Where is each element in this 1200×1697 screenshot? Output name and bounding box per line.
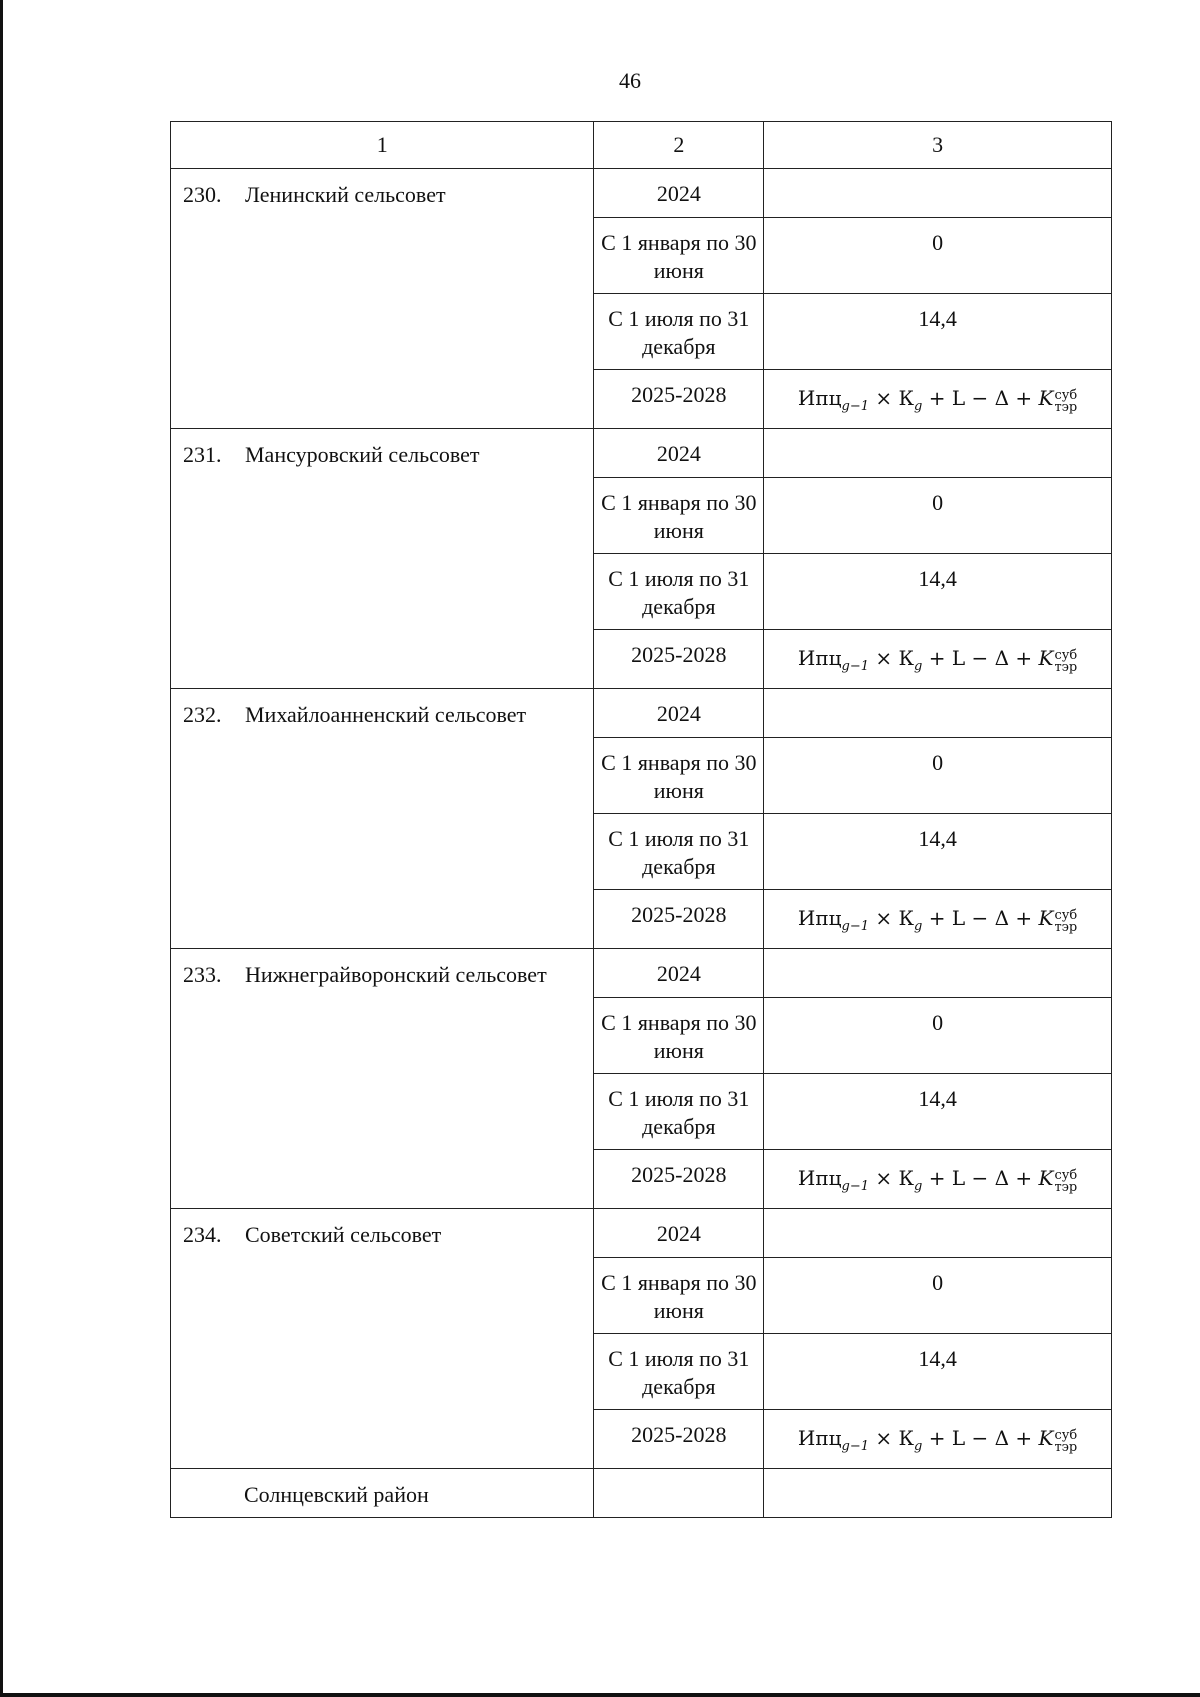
value-cell: 14,4 (764, 1334, 1112, 1410)
period-cell: С 1 января по 30 июня (594, 478, 764, 554)
formula-base: Ипц (797, 646, 842, 670)
settlement-number: 234. (183, 1222, 222, 1247)
settlement-cell (171, 1209, 594, 1469)
year-cell: 2024 (594, 429, 764, 478)
year-value-cell (764, 949, 1112, 998)
value-cell: 14,4 (764, 554, 1112, 630)
formula-k-sub: g (914, 919, 923, 934)
table-row (171, 429, 1112, 478)
formula-base-sub: g−1 (841, 1179, 870, 1194)
settlement-cell (171, 169, 594, 429)
table-row (171, 1209, 1112, 1258)
settlement-cell (171, 689, 594, 949)
settlement-number: 233. (183, 962, 222, 987)
formula-times: × (875, 906, 893, 930)
settlement-number: 231. (183, 442, 222, 467)
period-cell: С 1 июля по 31 декабря (594, 1074, 764, 1150)
settlement-name: Ленинский сельсовет (245, 182, 446, 207)
formula-base: Ипц (797, 386, 842, 410)
table-row (171, 169, 1112, 218)
value-cell: 0 (764, 998, 1112, 1074)
period-cell: С 1 июля по 31 декабря (594, 1334, 764, 1410)
value-cell: 14,4 (764, 1074, 1112, 1150)
scan-edge-left (0, 0, 3, 1697)
formula-cell (764, 1150, 1112, 1209)
formula-times: × (875, 646, 893, 670)
year-value-cell (764, 689, 1112, 738)
formula-kter: K (1038, 906, 1054, 930)
settlement-number: 230. (183, 182, 222, 207)
formula-k-sub: g (914, 1179, 923, 1194)
formula-rest: + L − Δ + (928, 386, 1033, 410)
formula-cell (764, 1410, 1112, 1469)
period-cell: 2025-2028 (594, 370, 764, 429)
year-value-cell (764, 169, 1112, 218)
period-cell: 2025-2028 (594, 630, 764, 689)
formula-base: Ипц (797, 906, 842, 930)
formula-rest: + L − Δ + (928, 1426, 1033, 1450)
period-cell: С 1 июля по 31 декабря (594, 294, 764, 370)
table-row (171, 949, 1112, 998)
formula-kter-sub: тэр (1054, 400, 1078, 415)
scan-edge-bottom (0, 1693, 1200, 1697)
formula-base-sub: g−1 (841, 919, 870, 934)
settlement-cell (171, 429, 594, 689)
period-cell: С 1 июля по 31 декабря (594, 814, 764, 890)
settlement-name: Советский сельсовет (245, 1222, 442, 1247)
formula-kter-sub: тэр (1054, 1180, 1078, 1195)
formula-k: К (898, 386, 915, 410)
settlement-name: Михайлоанненский сельсовет (245, 702, 527, 727)
tariff-table (170, 121, 1112, 1518)
value-cell: 0 (764, 1258, 1112, 1334)
year-value-cell (764, 429, 1112, 478)
formula-times: × (875, 386, 893, 410)
formula-k: К (898, 906, 915, 930)
value-cell: 0 (764, 738, 1112, 814)
formula-cell (764, 370, 1112, 429)
value-cell: 0 (764, 218, 1112, 294)
formula-kter: K (1038, 386, 1054, 410)
header-cell-3: 3 (764, 122, 1112, 169)
formula-base: Ипц (797, 1426, 842, 1450)
formula-times: × (875, 1426, 893, 1450)
formula-k-sub: g (914, 1439, 923, 1454)
table-row (171, 1469, 1112, 1518)
year-cell: 2024 (594, 1209, 764, 1258)
header-cell-2: 2 (594, 122, 764, 169)
formula-rest: + L − Δ + (928, 646, 1033, 670)
formula-kter-sup: суб (1054, 908, 1078, 923)
year-cell: 2024 (594, 689, 764, 738)
formula-kter-sub: тэр (1054, 920, 1078, 935)
formula-kter-sup: суб (1054, 388, 1078, 403)
settlement-cell (171, 949, 594, 1209)
formula-base-sub: g−1 (841, 1439, 870, 1454)
empty-cell (764, 1469, 1112, 1518)
value-cell: 0 (764, 478, 1112, 554)
empty-cell (594, 1469, 764, 1518)
year-value-cell (764, 1209, 1112, 1258)
formula-base-sub: g−1 (841, 659, 870, 674)
formula-k: К (898, 1166, 915, 1190)
settlement-number: 232. (183, 702, 222, 727)
settlement-name: Мансуровский сельсовет (245, 442, 480, 467)
header-cell-1: 1 (171, 122, 594, 169)
formula-cell (764, 630, 1112, 689)
period-cell: 2025-2028 (594, 890, 764, 949)
formula-base: Ипц (797, 1166, 842, 1190)
formula-rest: + L − Δ + (928, 906, 1033, 930)
formula-k-sub: g (914, 659, 923, 674)
formula-rest: + L − Δ + (928, 1166, 1033, 1190)
formula-kter-sup: суб (1054, 648, 1078, 663)
settlement-name: Нижнеграйворонский сельсовет (245, 962, 547, 987)
table-row (171, 689, 1112, 738)
formula-kter-sub: тэр (1054, 1440, 1078, 1455)
formula-cell (764, 890, 1112, 949)
period-cell: С 1 января по 30 июня (594, 738, 764, 814)
period-cell: 2025-2028 (594, 1150, 764, 1209)
value-cell: 14,4 (764, 814, 1112, 890)
formula-kter: K (1038, 1166, 1054, 1190)
period-cell: 2025-2028 (594, 1410, 764, 1469)
period-cell: С 1 января по 30 июня (594, 998, 764, 1074)
period-cell: С 1 января по 30 июня (594, 1258, 764, 1334)
formula-kter-sup: суб (1054, 1428, 1078, 1443)
formula-kter: K (1038, 1426, 1054, 1450)
period-cell: С 1 июля по 31 декабря (594, 554, 764, 630)
formula-kter: K (1038, 646, 1054, 670)
region-name: Солнцевский район (244, 1482, 429, 1507)
year-cell: 2024 (594, 169, 764, 218)
period-cell: С 1 января по 30 июня (594, 218, 764, 294)
formula-k-sub: g (914, 399, 923, 414)
formula-kter-sub: тэр (1054, 660, 1078, 675)
value-cell: 14,4 (764, 294, 1112, 370)
year-cell: 2024 (594, 949, 764, 998)
formula-base-sub: g−1 (841, 399, 870, 414)
region-cell (171, 1469, 594, 1518)
formula-k: К (898, 646, 915, 670)
page-number: 46 (619, 68, 641, 93)
table-header-row (171, 122, 1112, 169)
formula-kter-sup: суб (1054, 1168, 1078, 1183)
formula-k: К (898, 1426, 915, 1450)
formula-times: × (875, 1166, 893, 1190)
